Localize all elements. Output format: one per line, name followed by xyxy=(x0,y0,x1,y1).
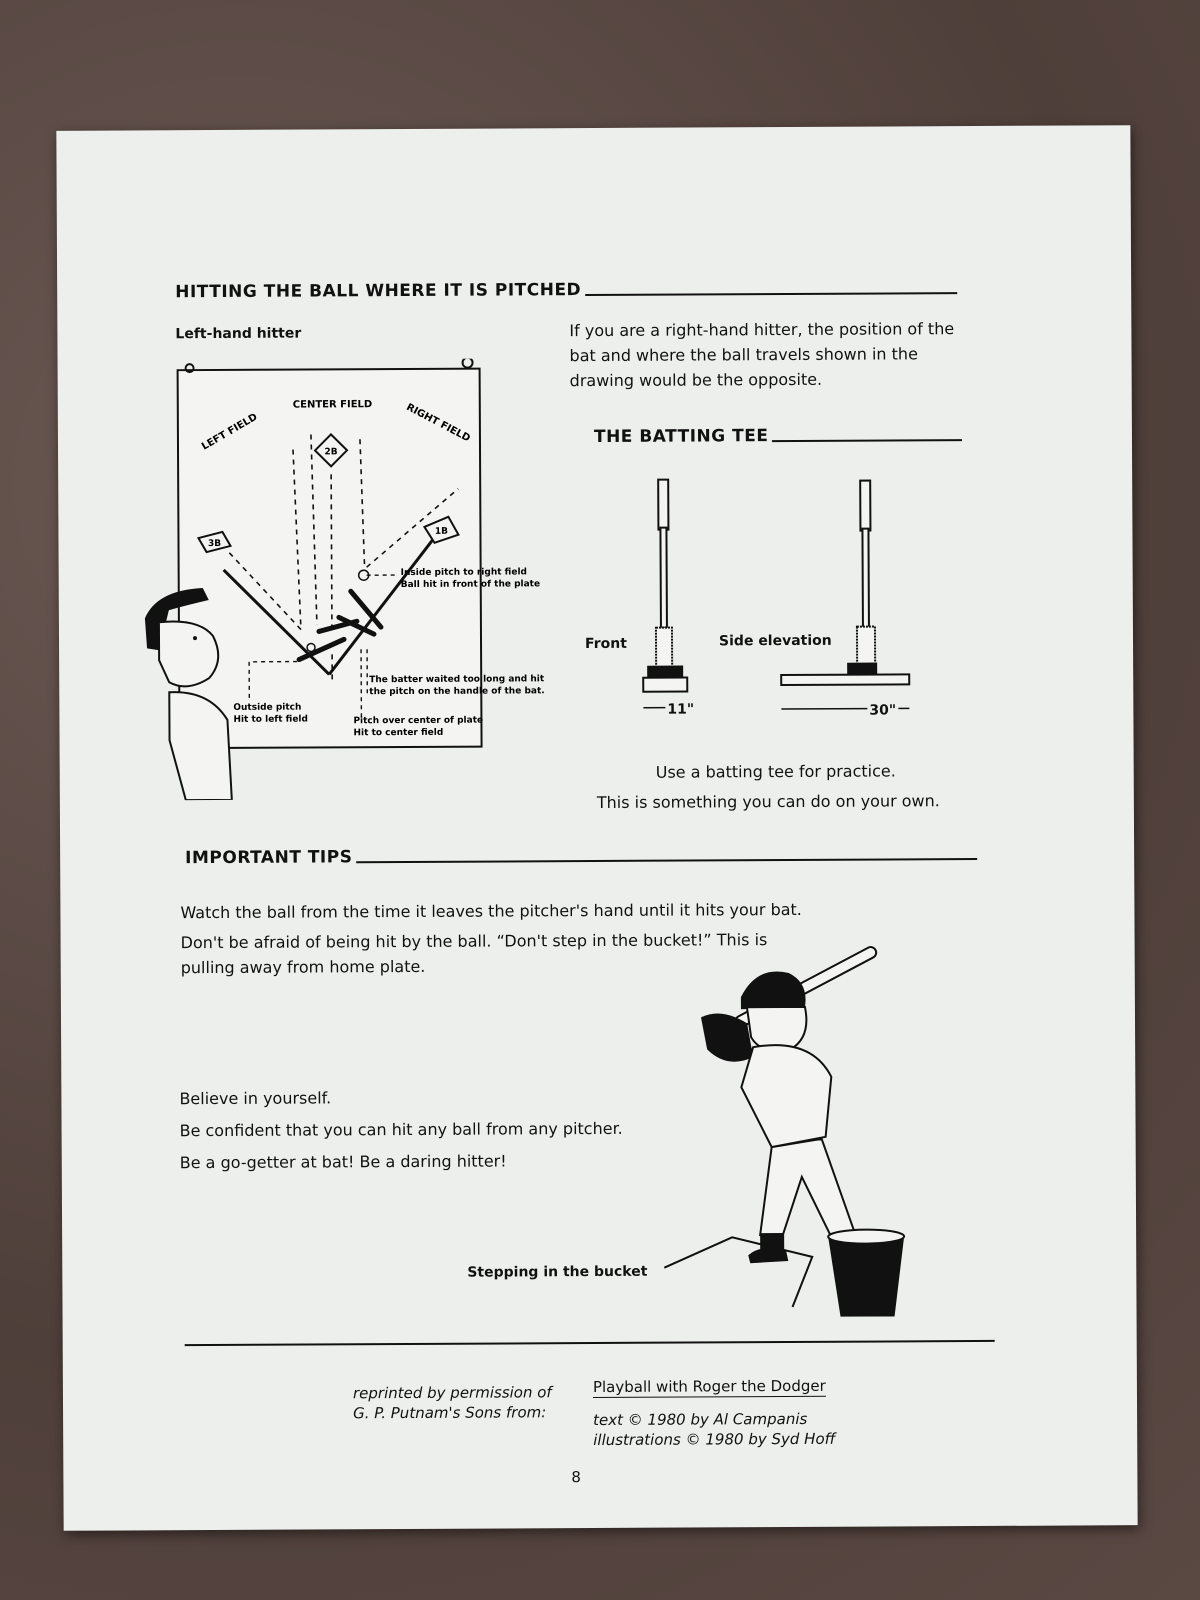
center-pitch-text-2: Hit to center field xyxy=(353,727,444,739)
left-hand-hitter-label: Left-hand hitter xyxy=(175,325,302,343)
tee-caption-1: Use a batting tee for practice. xyxy=(655,761,896,782)
pin-right-icon xyxy=(463,358,473,368)
page-number: 8 xyxy=(571,1468,581,1487)
outside-pitch-text-2: Hit to left field xyxy=(233,714,308,725)
batter-cartoon xyxy=(661,936,963,1318)
tip-go-getter: Be a go-getter at bat! Be a daring hitter! xyxy=(179,1151,507,1173)
center-field-label: CENTER FIELD xyxy=(292,399,373,411)
ball-icon xyxy=(307,643,315,651)
tee-front-width: 11" xyxy=(667,701,695,718)
credit-illustrations: illustrations © 1980 by Syd Hoff xyxy=(593,1429,836,1450)
waited-text-1: The batter waited too long and hit xyxy=(369,674,545,686)
booklet-page xyxy=(56,125,1137,1531)
book-title: Playball with Roger the Dodger xyxy=(592,1376,826,1397)
tee-side-label: Side elevation xyxy=(718,632,832,650)
heading-batting-tee: THE BATTING TEE xyxy=(594,425,962,447)
heading-important-tips: IMPORTANT TIPS xyxy=(185,844,977,868)
base-1b-label: 1B xyxy=(434,526,449,537)
field-diagram xyxy=(128,358,570,800)
tee-front-label: Front xyxy=(584,635,627,653)
credit-text: text © 1980 by Al Campanis xyxy=(593,1409,808,1430)
heading-hitting: HITTING THE BALL WHERE IT IS PITCHED xyxy=(175,278,957,302)
batter-bucket-icon xyxy=(701,952,905,1317)
center-pitch-text-1: Pitch over center of plate xyxy=(353,715,484,727)
right-field-label: RIGHT FIELD xyxy=(404,401,472,445)
batting-tee-diagram xyxy=(628,466,959,738)
tee-front-icon xyxy=(642,480,687,692)
base-3b-label: 3B xyxy=(207,538,222,550)
footer-divider xyxy=(185,1340,995,1346)
base-2b-label: 2B xyxy=(324,447,338,458)
inside-pitch-text-1: Inside pitch to right field xyxy=(400,567,527,579)
outside-pitch-text-1: Outside pitch xyxy=(233,702,302,713)
left-field-label: LEFT FIELD xyxy=(199,411,260,453)
tee-side-icon xyxy=(780,480,909,685)
tip-dont-be-afraid: Don't be afraid of being hit by the ball. “Don't step in the bucket!” This is pulling away from home plate. xyxy=(180,930,768,978)
bucket-caption: Stepping in the bucket xyxy=(467,1263,648,1281)
tip-believe: Believe in yourself. xyxy=(179,1088,332,1109)
waited-text-2: the pitch on the handle of the bat. xyxy=(369,686,545,698)
right-hand-note: If you are a right-hand hitter, the position of the bat and where the ball travels shown in the drawing would be the opposite. xyxy=(569,319,955,391)
inside-pitch-text-2: Ball hit in front of the plate xyxy=(400,579,541,591)
tee-side-width: 30" xyxy=(869,702,897,719)
tee-caption-2: This is something you can do on your own. xyxy=(596,791,940,813)
credit-permission-1: reprinted by permission of xyxy=(352,1383,552,1403)
home-plate-icon xyxy=(664,1237,812,1308)
tip-confident: Be confident that you can hit any ball from any pitcher. xyxy=(179,1118,623,1141)
credit-permission-2: G. P. Putnam's Sons from: xyxy=(353,1403,547,1423)
tip-watch-ball: Watch the ball from the time it leaves the pitcher's hand until it hits your bat. xyxy=(180,899,802,923)
